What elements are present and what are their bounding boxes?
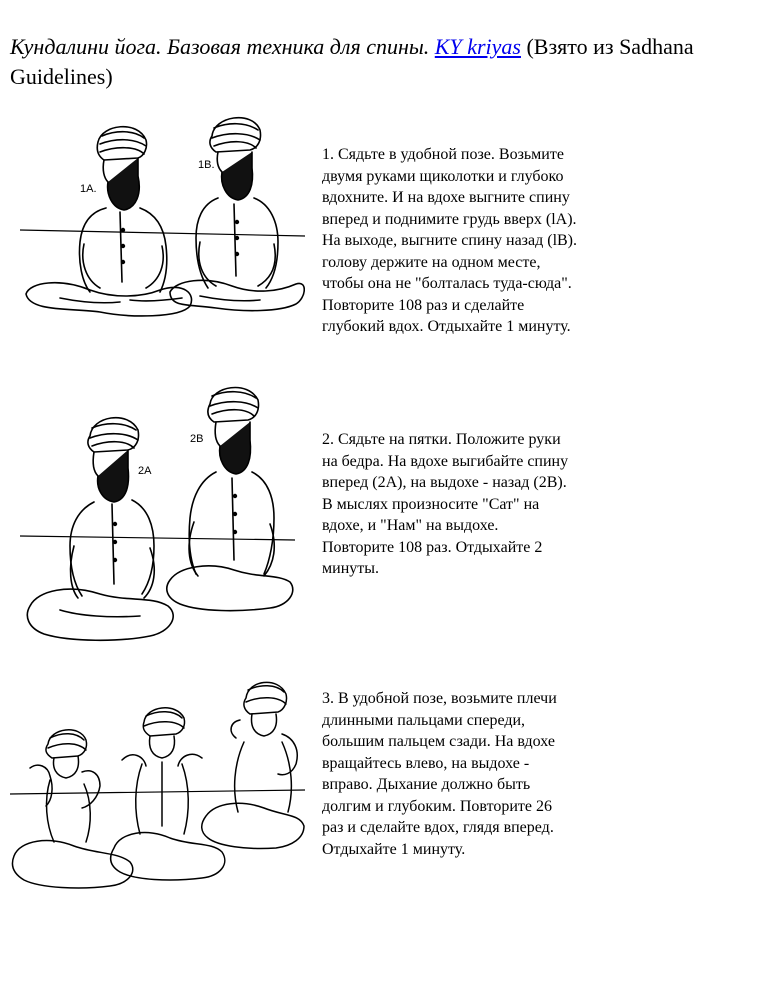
line: вперед и поднимите грудь вверх (lA). (322, 210, 577, 228)
pose-label-2b: 2B (190, 433, 204, 445)
line: Повторите 108 раз и сделайте (322, 296, 525, 314)
line: двумя руками щиколотки и глубоко (322, 167, 564, 185)
line: большим пальцем сзади. На вдохе (322, 733, 555, 750)
yoga-pose-3-illustration (10, 676, 305, 901)
source-note: (Взято из Sadhana Guidelines) (10, 34, 694, 89)
line: вправо. Дыхание должно быть (322, 776, 531, 793)
line: Повторите 108 раз. Отдыхайте 2 (322, 538, 543, 556)
exercise-3-text (322, 688, 612, 860)
line: 2. Сядьте на пятки. Положите руки (322, 431, 561, 448)
line: голову держите на одном месте, (322, 253, 541, 271)
line: минуты. (322, 560, 379, 577)
line: 1. Сядьте в удобной позе. Возьмите (322, 146, 564, 163)
pose-label-1b: 1B. (198, 159, 215, 171)
page-header (10, 32, 750, 92)
yoga-pose-1-illustration (20, 112, 305, 332)
line: длинными пальцами спереди, (322, 711, 526, 729)
pose-label-1a: 1A. (80, 183, 97, 195)
pose-label-2a: 2A (138, 465, 152, 477)
line: вращайтесь влево, на выдохе - (322, 754, 530, 772)
ky-kriyas-link[interactable]: KY kriyas (434, 34, 521, 59)
yoga-pose-2-illustration (20, 384, 295, 649)
exercise-2-text (322, 429, 612, 580)
line: вдохните. И на вдохе выгните спину (322, 189, 570, 206)
line: долгим и глубоким. Повторите 26 (322, 797, 552, 815)
line: раз и сделайте вдох, глядя вперед. (322, 819, 554, 836)
line: вдохе, и "Нам" на выдохе. (322, 517, 499, 534)
line: чтобы она не "болталась туда-сюда". (322, 275, 572, 292)
line: В мыслях произносите "Сат" на (322, 495, 540, 513)
line: Отдыхайте 1 минуту. (322, 840, 466, 858)
line: на бедра. На вдохе выгибайте спину (322, 452, 569, 470)
line: вперед (2А), на выдохе - назад (2В). (322, 474, 567, 491)
line: 3. В удобной позе, возьмите плечи (322, 690, 557, 707)
line: На выходе, выгните спину назад (lB). (322, 232, 578, 249)
page-title: Кундалини йога. Базовая техника для спины. (10, 34, 430, 59)
exercise-1-text (322, 144, 612, 338)
line: глубокий вдох. Отдыхайте 1 минуту. (322, 318, 571, 335)
